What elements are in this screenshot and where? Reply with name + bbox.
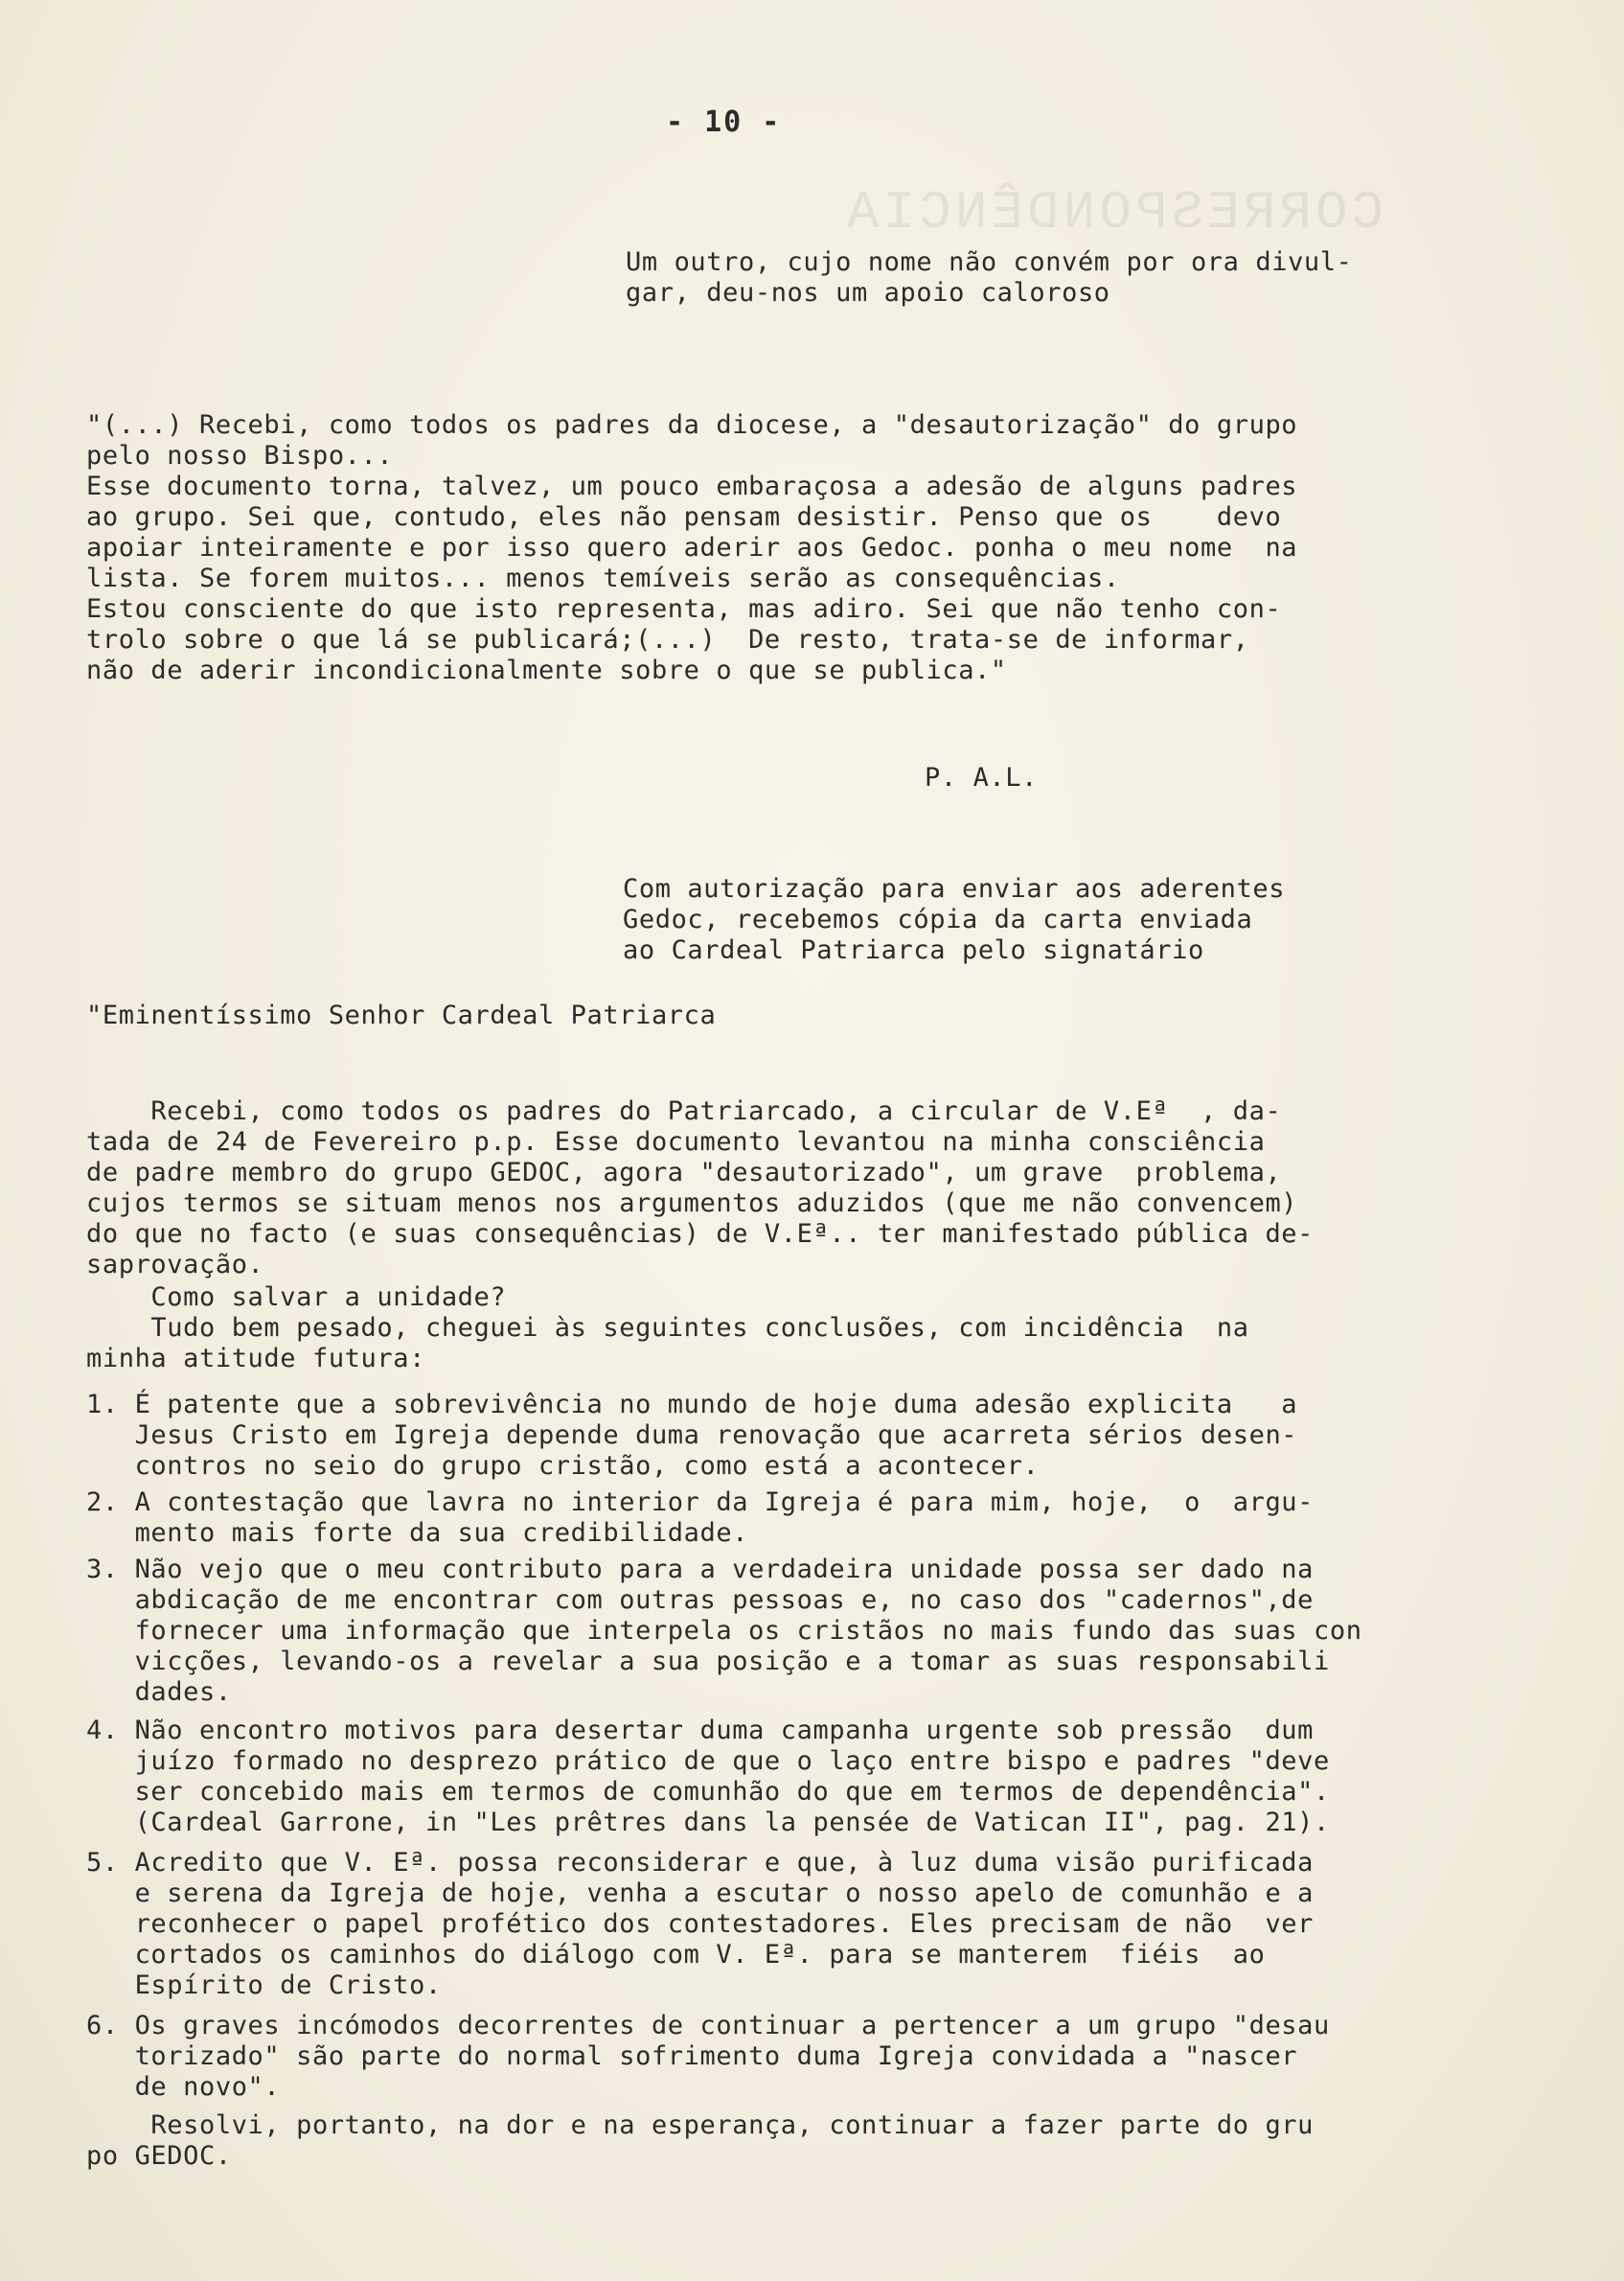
signature-initials: P. A.L. bbox=[925, 763, 1038, 793]
letter1-line: apoiar inteiramente e por isso quero aderir aos Gedoc. ponha o meu nome na bbox=[86, 533, 1298, 563]
letter2-line: po GEDOC. bbox=[86, 2141, 232, 2171]
letter2-line: Como salvar a unidade? bbox=[86, 1282, 507, 1312]
letter2-line: de novo". bbox=[86, 2072, 281, 2102]
letter2-line: 1. É patente que a sobrevivência no mundo de hoje duma adesão explicita a bbox=[86, 1390, 1298, 1419]
letter2-line: dades. bbox=[86, 1677, 232, 1707]
letter2-line: 5. Acredito que V. Eª. possa reconsiderar e que, à luz duma visão purificada bbox=[86, 1848, 1315, 1878]
letter2-line: juízo formado no desprezo prático de que o laço entre bispo e padres "deve bbox=[86, 1746, 1330, 1776]
letter1-line: Estou consciente do que isto representa, mas adiro. Sei que não tenho con- bbox=[86, 594, 1282, 624]
intro2-line: Com autorização para enviar aos aderentes bbox=[623, 874, 1286, 904]
letter1-line: trolo sobre o que lá se publicará;(...) De resto, trata-se de informar, bbox=[86, 625, 1249, 655]
letter2-line: minha atitude futura: bbox=[86, 1344, 425, 1373]
letter2-line: tada de 24 de Fevereiro p.p. Esse documento levantou na minha consciência bbox=[86, 1127, 1266, 1157]
letter2-line: Resolvi, portanto, na dor e na esperança, continuar a fazer parte do gru bbox=[86, 2110, 1315, 2140]
letter1-line: pelo nosso Bispo... bbox=[86, 441, 394, 471]
letter2-line: Espírito de Cristo. bbox=[86, 1970, 442, 2000]
letter2-line: mento mais forte da sua credibilidade. bbox=[86, 1518, 749, 1548]
letter2-line: torizado" são parte do normal sofrimento duma Igreja convidada a "nascer bbox=[86, 2041, 1298, 2071]
letter2-line: Recebi, como todos os padres do Patriarcado, a circular de V.Eª , da- bbox=[86, 1096, 1282, 1126]
letter2-line: do que no facto (e suas consequências) de V.Eª.. ter manifestado pública de- bbox=[86, 1219, 1315, 1249]
letter2-line: (Cardeal Garrone, in "Les prêtres dans la pensée de Vatican II", pag. 21). bbox=[86, 1808, 1330, 1837]
letter2-line: 6. Os graves incómodos decorrentes de continuar a pertencer a um grupo "desau bbox=[86, 2011, 1330, 2040]
letter1-line: ao grupo. Sei que, contudo, eles não pensam desistir. Penso que os devo bbox=[86, 502, 1282, 532]
letter1-line: não de aderir incondicionalmente sobre o que se publica." bbox=[86, 656, 1007, 685]
intro2-line: ao Cardeal Patriarca pelo signatário bbox=[623, 935, 1204, 965]
letter2-line: cujos termos se situam menos nos argumentos aduzidos (que me não convencem) bbox=[86, 1188, 1298, 1218]
letter2-line: Jesus Cristo em Igreja depende duma renovação que acarreta sérios desen- bbox=[86, 1420, 1298, 1450]
letter2-line: Tudo bem pesado, cheguei às seguintes conclusões, com incidência na bbox=[86, 1313, 1249, 1343]
letter2-line: e serena da Igreja de hoje, venha a escutar o nosso apelo de comunhão e a bbox=[86, 1878, 1315, 1908]
intro2-line: Gedoc, recebemos cópia da carta enviada bbox=[623, 905, 1253, 934]
letter2-line: vicções, levando-os a revelar a sua posição e a tomar as suas responsabili bbox=[86, 1647, 1330, 1676]
letter2-line: saprovação. bbox=[86, 1250, 264, 1279]
letter2-line: reconhecer o papel profético dos contestadores. Eles precisam de não ver bbox=[86, 1909, 1315, 1939]
letter2-line: fornecer uma informação que interpela os cristãos no mais fundo das suas con bbox=[86, 1616, 1362, 1646]
intro1-line: gar, deu-nos um apoio caloroso bbox=[626, 278, 1110, 308]
salutation: "Eminentíssimo Senhor Cardeal Patriarca bbox=[86, 1001, 717, 1030]
page-number: - 10 - bbox=[666, 105, 782, 139]
letter2-line: cortados os caminhos do diálogo com V. Eª. para se manterem fiéis ao bbox=[86, 1940, 1266, 1970]
letter2-line: abdicação de me encontrar com outras pessoas e, no caso dos "cadernos",de bbox=[86, 1585, 1315, 1615]
letter1-line: Esse documento torna, talvez, um pouco embaraçosa a adesão de alguns padres bbox=[86, 472, 1298, 501]
letter2-line: de padre membro do grupo GEDOC, agora "desautorizado", um grave problema, bbox=[86, 1158, 1282, 1187]
letter1-line: "(...) Recebi, como todos os padres da diocese, a "desautorização" do grupo bbox=[86, 410, 1298, 440]
letter2-line: ser concebido mais em termos de comunhão do que em termos de dependência". bbox=[86, 1777, 1330, 1807]
letter1-line: lista. Se forem muitos... menos temíveis serão as consequências. bbox=[86, 564, 1120, 593]
letter2-line: 2. A contestação que lavra no interior da Igreja é para mim, hoje, o argu- bbox=[86, 1487, 1315, 1517]
show-through-heading: CORRESPONDÊNCIA bbox=[843, 182, 1384, 243]
letter2-line: 4. Não encontro motivos para desertar duma campanha urgente sob pressão dum bbox=[86, 1716, 1315, 1745]
letter2-line: contros no seio do grupo cristão, como está a acontecer. bbox=[86, 1451, 1040, 1481]
intro1-line: Um outro, cujo nome não convém por ora divul- bbox=[626, 247, 1353, 277]
letter2-line: 3. Não vejo que o meu contributo para a verdadeira unidade possa ser dado na bbox=[86, 1555, 1315, 1584]
